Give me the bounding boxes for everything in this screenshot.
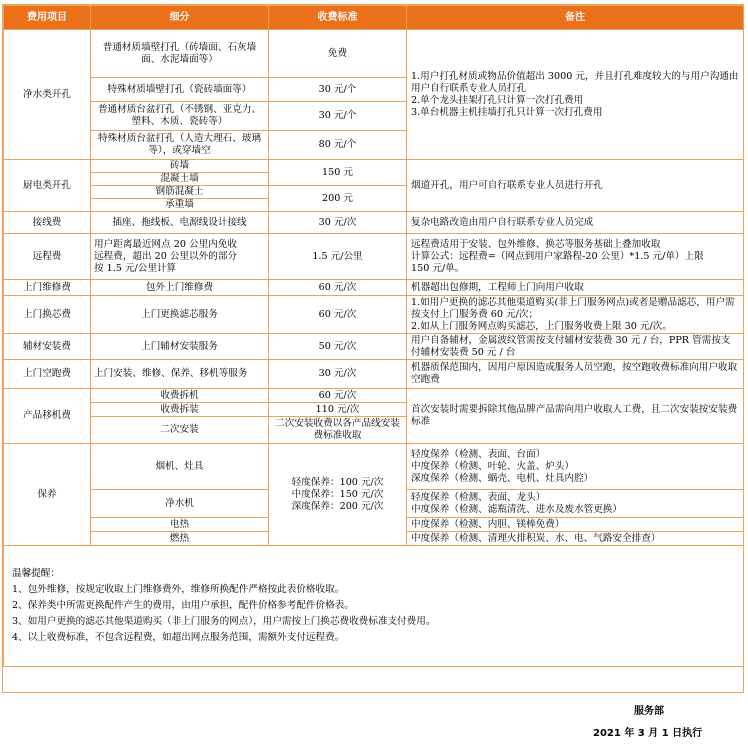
- maint-remark-purifier-1: 轻度保养（检测、表面、龙头）: [411, 491, 546, 503]
- remote-detail-2: 远程费，超出 20 公里以外的部分: [94, 250, 238, 262]
- header-remark: 备注: [407, 6, 744, 30]
- maint-remark-hood-3: 深度保养（检测、蜗壳、电机、灶具内腔）: [411, 472, 594, 484]
- drill-remark-1: 1.用户打孔材质或物品价值超出 3000 元，并且打孔难度较大的与用户沟通由用户自行联系专业人员打孔: [411, 70, 739, 94]
- kitchen-detail-3: 钢筋混凝土: [91, 186, 269, 199]
- move-fee-3: 二次安装收费以各产品线安装费标准收取: [269, 417, 407, 444]
- filter-remark: [407, 296, 744, 334]
- footer-department: 服务部: [634, 706, 664, 717]
- empty-run-remark: 机器质保范围内，因用户原因造成服务人员空跑，按空跑收费标准向用户收取空跑费: [407, 360, 744, 389]
- move-fee-1: 60 元/次: [269, 389, 407, 403]
- empty-run-fee: 30 元/次: [269, 360, 407, 389]
- category-move: 产品移机费: [4, 389, 91, 444]
- kitchen-fee-1: 150 元: [269, 160, 407, 186]
- maint-remark-hood: [407, 444, 744, 490]
- tips-item-3: 3、如用户更换的滤芯其他渠道购买（非上门服务的网点），用户需按上门换芯费收费标准支付费用。: [12, 616, 436, 627]
- tips-item-1: 1、包外维修，按规定收取上门维修费外，维修所换配件严格按此表价格收取。: [12, 584, 345, 595]
- drill-fee-3: 30 元/个: [269, 102, 407, 131]
- maint-fee-light: 轻度保养：100 元/次: [291, 476, 384, 488]
- move-detail-2: 收费拆装: [91, 403, 269, 417]
- drill-detail-2: 特殊材质墙壁打孔（瓷砖墙面等）: [91, 78, 269, 102]
- remote-remark: [407, 234, 744, 280]
- remote-remark-1: 远程费适用于安装、包外维修、换芯等服务基础上叠加收取: [411, 238, 661, 250]
- drill-remark-2: 2.单个龙头挂架打孔只计算一次打孔费用: [411, 94, 584, 106]
- category-filter: 上门换芯费: [4, 296, 91, 334]
- tips-section: [4, 546, 744, 667]
- category-wiring: 接线费: [4, 212, 91, 234]
- visit-fee: 60 元/次: [269, 280, 407, 296]
- kitchen-remark: 烟道开孔，用户可自行联系专业人员进行开孔: [407, 160, 744, 212]
- filter-remark-2: 2.如从上门服务网点购买滤芯，上门服务收费上限 30 元/次。: [411, 320, 672, 332]
- kitchen-detail-1: 砖墙: [91, 160, 269, 173]
- filter-remark-1: 1.如用户更换的滤芯其他渠道购买(非上门服务网点)或者是赠品滤芯，用户需按支付上门服务费 60 元/次；: [411, 296, 735, 320]
- tips-title: 温馨提醒：: [12, 568, 60, 579]
- footer-effective-date: 2021 年 3 月 1 日执行: [593, 728, 703, 739]
- maint-remark-gas-heater: 中度保养（检测、清理火排积炭、水、电、气路安全排查）: [407, 532, 744, 546]
- remote-remark-2: 计算公式：远程费=（网点到用户家路程-20 公里）*1.5 元/单）上限: [411, 250, 704, 262]
- category-remote: 远程费: [4, 234, 91, 280]
- filter-fee: 60 元/次: [269, 296, 407, 334]
- maint-detail-hood: 烟机、灶具: [91, 444, 269, 490]
- tips-item-2: 2、保养类中所需更换配件产生的费用，由用户承担，配件价格参考配件价格表。: [12, 600, 354, 611]
- header-row: [4, 6, 744, 30]
- tips-item-4: 4、以上收费标准，不包含远程费，如超出网点服务范围，需额外支付远程费。: [12, 632, 345, 643]
- kitchen-detail-2: 混凝土墙: [91, 173, 269, 186]
- maint-remark-purifier: [407, 490, 744, 518]
- drill-detail-1: 普通材质墙壁打孔（砖墙面、石灰墙面、水泥墙面等）: [91, 30, 269, 78]
- header-detail: 细分: [91, 6, 269, 30]
- maint-detail-gas-heater: 燃热: [91, 532, 269, 546]
- filter-detail: 上门更换滤芯服务: [91, 296, 269, 334]
- remote-remark-3: 150 元/单。: [411, 262, 465, 274]
- drill-detail-3: 普通材质台盆打孔（不锈钢、亚克力、塑料、木质、瓷砖等）: [91, 102, 269, 131]
- category-maintenance: 保养: [4, 444, 91, 546]
- category-aux: 辅材安装费: [4, 334, 91, 360]
- remote-fee: 1.5 元/公里: [269, 234, 407, 280]
- maint-fee-medium: 中度保养：150 元/次: [291, 488, 384, 500]
- category-drill: 净水类开孔: [4, 30, 91, 160]
- drill-remark-3: 3.单台机器主机挂墙打孔只计算一次打孔费用: [411, 106, 603, 118]
- maint-remark-purifier-2: 中度保养（检测、滤瓶清洗、进水及废水管更换）: [411, 503, 623, 515]
- header-fee: 收费标准: [269, 6, 407, 30]
- move-detail-3: 二次安装: [91, 417, 269, 444]
- wiring-remark: 复杂电路改造由用户自行联系专业人员完成: [407, 212, 744, 234]
- kitchen-detail-4: 承重墙: [91, 199, 269, 212]
- wiring-detail: 插座、拖线板、电源线设计接线: [91, 212, 269, 234]
- maint-fee: [269, 444, 407, 546]
- drill-detail-4: 特殊材质台盆打孔（人造大理石、玻璃等），或穿墙空: [91, 131, 269, 160]
- move-detail-1: 收费拆机: [91, 389, 269, 403]
- category-kitchen: 厨电类开孔: [4, 160, 91, 212]
- maint-remark-hood-2: 中度保养（检测、叶轮、火盖、炉头）: [411, 460, 575, 472]
- category-empty-run: 上门空跑费: [4, 360, 91, 389]
- remote-detail: [91, 234, 269, 280]
- fee-table-frame: [2, 4, 744, 693]
- visit-detail: 包外上门维修费: [91, 280, 269, 296]
- move-remark: 首次安装时需要拆除其他品牌产品需向用户收取人工费，且二次安装按安装费标准: [407, 389, 744, 444]
- drill-remark: [407, 30, 744, 160]
- maint-detail-electric-heater: 电热: [91, 518, 269, 532]
- maint-remark-electric-heater: 中度保养（检测、内胆、镁棒免费）: [407, 518, 744, 532]
- aux-detail: 上门辅材安装服务: [91, 334, 269, 360]
- kitchen-fee-2: 200 元: [269, 186, 407, 212]
- drill-fee-4: 80 元/个: [269, 131, 407, 160]
- wiring-fee: 30 元/次: [269, 212, 407, 234]
- remote-detail-1: 用户距离最近网点 20 公里内免收: [94, 238, 238, 250]
- remote-detail-3: 按 1.5 元/公里计算: [94, 262, 177, 274]
- drill-fee-2: 30 元/个: [269, 78, 407, 102]
- header-item: 费用项目: [4, 6, 91, 30]
- drill-fee-1: 免费: [269, 30, 407, 78]
- move-fee-2: 110 元/次: [269, 403, 407, 417]
- empty-run-detail: 上门安装、维修、保养、移机等服务: [91, 360, 269, 389]
- fee-table: [3, 5, 744, 667]
- maint-remark-hood-1: 轻度保养（检测、表面、台面）: [411, 448, 546, 460]
- maint-fee-deep: 深度保养：200 元/次: [291, 500, 384, 512]
- aux-remark: 用户自备辅材，金属波纹管需按支付辅材安装费 30 元 / 台，PPR 管需按支付辅材安装费 50 元 / 台: [407, 334, 744, 360]
- visit-remark: 机器超出包修期，工程师上门向用户收取: [407, 280, 744, 296]
- maint-detail-purifier: 净水机: [91, 490, 269, 518]
- category-visit: 上门维修费: [4, 280, 91, 296]
- aux-fee: 50 元/次: [269, 334, 407, 360]
